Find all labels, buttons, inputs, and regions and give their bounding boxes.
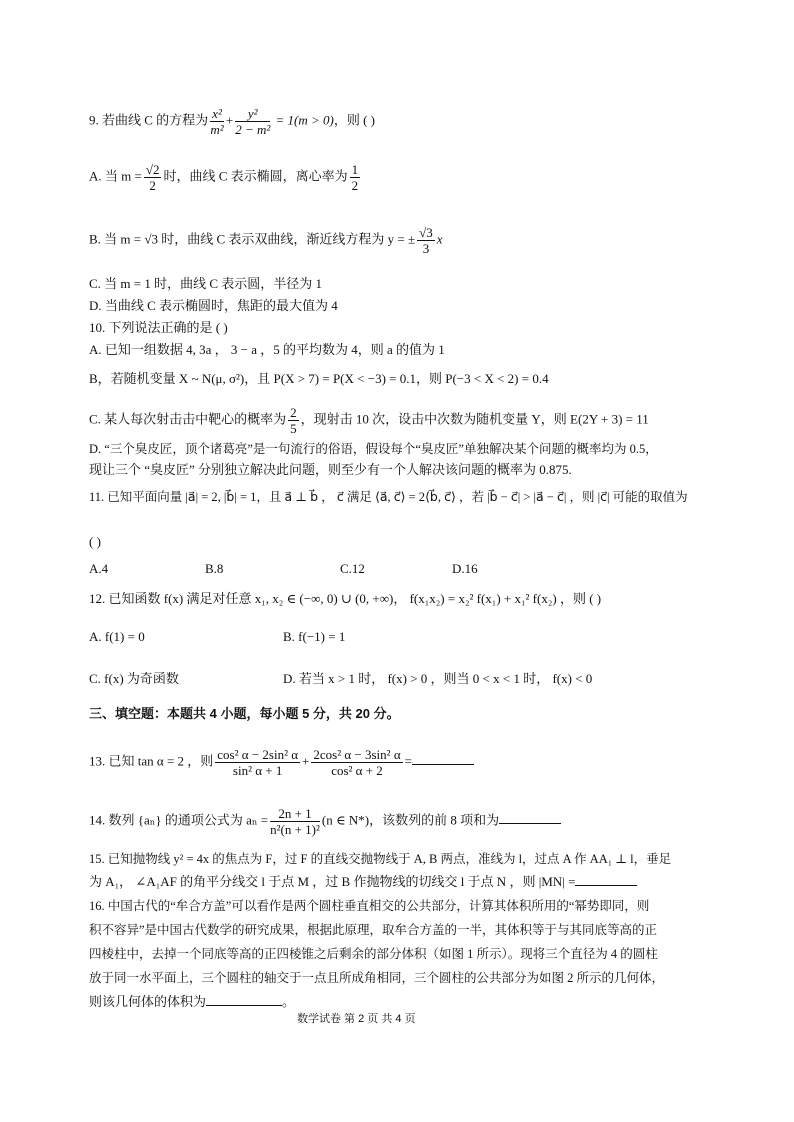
q13-answer-blank[interactable]	[412, 752, 474, 765]
frac-numerator: 2cos² α − 3sin² α	[313, 747, 401, 762]
frac-denominator: 2	[351, 178, 359, 193]
q9-a-frac2	[350, 162, 361, 193]
frac-denominator: 3	[422, 241, 430, 256]
section-title: 三、填空题：本题共 4 小题，每小题 5 分，共 20 分。	[89, 706, 400, 721]
q13-plus: +	[302, 753, 310, 769]
q9-stem: 9. 若曲线 C 的方程为 $\frac{\text{x²}}{\text{m²}}$ + $\frac{\text{y²}}{\text{2 − m²}}$ = 1(m > 0)，则 ( )	[89, 106, 376, 137]
q16-line5	[89, 992, 295, 1012]
frac-numerator: x²	[212, 106, 222, 121]
q14-pre: 14. 数列 {aₙ} 的通项公式为 aₙ =	[89, 812, 269, 828]
q9-frac-x	[210, 106, 224, 137]
q11-option-b: B.8	[205, 561, 224, 576]
q13-frac1	[215, 747, 300, 778]
frac-denominator: sin² α + 1	[232, 763, 283, 778]
q11-stem: 11. 已知平面向量 |a⃗| = 2, |b⃗| = 1，且 a⃗ ⊥ b⃗ ， c⃗ 满足 ⟨a⃗, c⃗⟩ = 2⟨b⃗, c⃗⟩ ，若 |b⃗ − c⃗| > |a⃗ − c⃗| ，则 |c⃗| 可能的取值为	[89, 490, 688, 504]
q10-c-post: ，现射击 10 次，设击中次数为随机变量 Y，则 E(2Y + 3) = 11	[300, 411, 649, 427]
frac-denominator: 2 − m²	[235, 122, 271, 137]
q9-option-d: D. 当曲线 C 表示椭圆时，焦距的最大值为 4	[89, 298, 338, 313]
frac-numerator: y²	[235, 106, 270, 122]
q15-line1: 15. 已知抛物线 y² = 4x 的焦点为 F，过 F 的直线交抛物线于 A, B 两点，准线为 l，过点 A 作 AA₁ ⊥ l，垂足	[89, 852, 672, 866]
frac-denominator: m²	[210, 122, 224, 137]
frac-numerator: cos² α − 2sin² α	[217, 747, 299, 762]
q13-eq: =	[404, 753, 412, 769]
q12-option-d: D. 若当 x > 1 时， f(x) > 0 ，则当 0 < x < 1 时， f(x) < 0	[283, 671, 593, 686]
frac-numerator: √2	[145, 162, 160, 177]
q9-b-frac	[417, 225, 435, 256]
q9-b-post: x	[436, 231, 443, 247]
q16-line4: 放于同一水平面上，三个圆柱的轴交于一点且所成角相同，三个圆柱的公共部分为如图 2 所示的几何体，	[89, 971, 665, 985]
q13	[89, 747, 474, 778]
q11-option-c: C.12	[340, 561, 365, 576]
q11-option-a: A.4	[89, 561, 109, 576]
q11-option-d: D.16	[452, 561, 478, 576]
q16-line1: 16. 中国古代的“牟合方盖”可以看作是两个圆柱垂直相交的公共部分，计算其体积所用的“幂势即同，则	[89, 899, 650, 913]
q12-option-b: B. f(−1) = 1	[283, 629, 346, 644]
q14-post: (n ∈ N*)，该数列的前 8 项和为	[321, 812, 500, 828]
q10-c-pre: C. 某人每次射击击中靶心的概率为	[89, 411, 287, 427]
q16-line2: 积不容异”是中国古代数学的研究成果，根据此原理，取牟合方盖的一半，其体积等于与其同底等高的正	[89, 923, 658, 937]
q9-a-frac	[144, 162, 162, 193]
q12-option-a: A. f(1) = 0	[89, 629, 145, 644]
q10-option-c	[89, 405, 649, 436]
q9-option-b	[89, 225, 443, 256]
frac-numerator: 1	[351, 162, 359, 177]
q10-option-b: B，若随机变量 X ~ N(μ, σ²)，且 P(X > 7) = P(X < −3) = 0.1，则 P(−3 < X < 2) = 0.4	[89, 371, 549, 386]
q14-frac	[270, 806, 320, 837]
q9-option-a	[89, 162, 362, 193]
q12-option-c: C. f(x) 为奇函数	[89, 671, 179, 686]
q14	[89, 806, 561, 837]
q9-option-c: C. 当 m = 1 时，曲线 C 表示圆，半径为 1	[89, 276, 323, 291]
q9-frac-y	[235, 106, 270, 137]
q10-c-frac	[288, 405, 299, 436]
q9-paren: ，则 ( )	[333, 112, 376, 128]
q15-line2	[89, 872, 637, 892]
q16-answer-blank[interactable]	[206, 993, 282, 1006]
q11-paren: ( )	[89, 534, 101, 549]
q9-a-mid: 时，曲线 C 表示椭圆，离心率为	[163, 168, 348, 184]
q13-frac2	[311, 747, 402, 778]
q9-a-pre: A. 当 m =	[89, 168, 142, 184]
q10-stem: 10. 下列说法正确的是 ( )	[89, 320, 228, 335]
q10-option-d-line1: D. “三个臭皮匠，顶个诸葛亮”是一句流行的俗语，假设每个“臭皮匠”单独解决某个问题的概率均为 0.5，	[89, 442, 658, 456]
q10-option-a: A. 已知一组数据 4, 3a ， 3 − a ，5 的平均数为 4，则 a 的值为 1	[89, 342, 445, 357]
q15-line2-text: 为 A₁， ∠A₁AF 的角平分线交 l 于点 M ，过 B 作抛物线的切线交 l 于点 N ，则 |MN| =	[89, 874, 576, 889]
frac-numerator: 2	[290, 405, 297, 420]
q9-b-pre: B. 当 m = √3 时，曲线 C 表示双曲线，渐近线方程为 y = ±	[89, 231, 416, 247]
q9-stem-text: 9. 若曲线 C 的方程为	[89, 112, 209, 128]
frac-denominator: n²(n + 1)²	[270, 822, 320, 837]
q10-option-d-line2: 现让三个 “臭皮匠” 分别独立解决此问题，则至少有一个人解决该问题的概率为 0.875.	[89, 462, 572, 477]
frac-numerator: √3	[419, 225, 433, 240]
frac-denominator: 5	[290, 421, 297, 436]
q12-stem: 12. 已知函数 f(x) 满足对任意 x₁, x₂ ∈ (−∞, 0) ∪ (0, +∞)， f(x₁x₂) = x₂² f(x₁) + x₁² f(x₂) ，则 ( )	[89, 591, 602, 606]
frac-numerator: 2n + 1	[270, 806, 320, 822]
page-footer: 数学试卷 第 2 页 共 4 页	[297, 1013, 416, 1025]
q15-answer-blank[interactable]	[575, 873, 637, 886]
frac-denominator: 2	[149, 178, 156, 193]
q16-line5-text: 则该几何体的体积为	[89, 994, 207, 1009]
q16-end: 。	[282, 994, 296, 1009]
q9-eq-rest: = 1(m > 0)	[272, 112, 334, 128]
frac-denominator: cos² α + 2	[331, 763, 383, 778]
q16-line3: 四棱柱中，去掉一个同底等高的正四棱锥之后剩余的部分体积（如图 1 所示）。现将三个直径为 4 的圆柱	[89, 947, 658, 961]
q14-answer-blank[interactable]	[499, 811, 561, 824]
q13-pre: 13. 已知 tan α = 2 ，则	[89, 753, 214, 769]
